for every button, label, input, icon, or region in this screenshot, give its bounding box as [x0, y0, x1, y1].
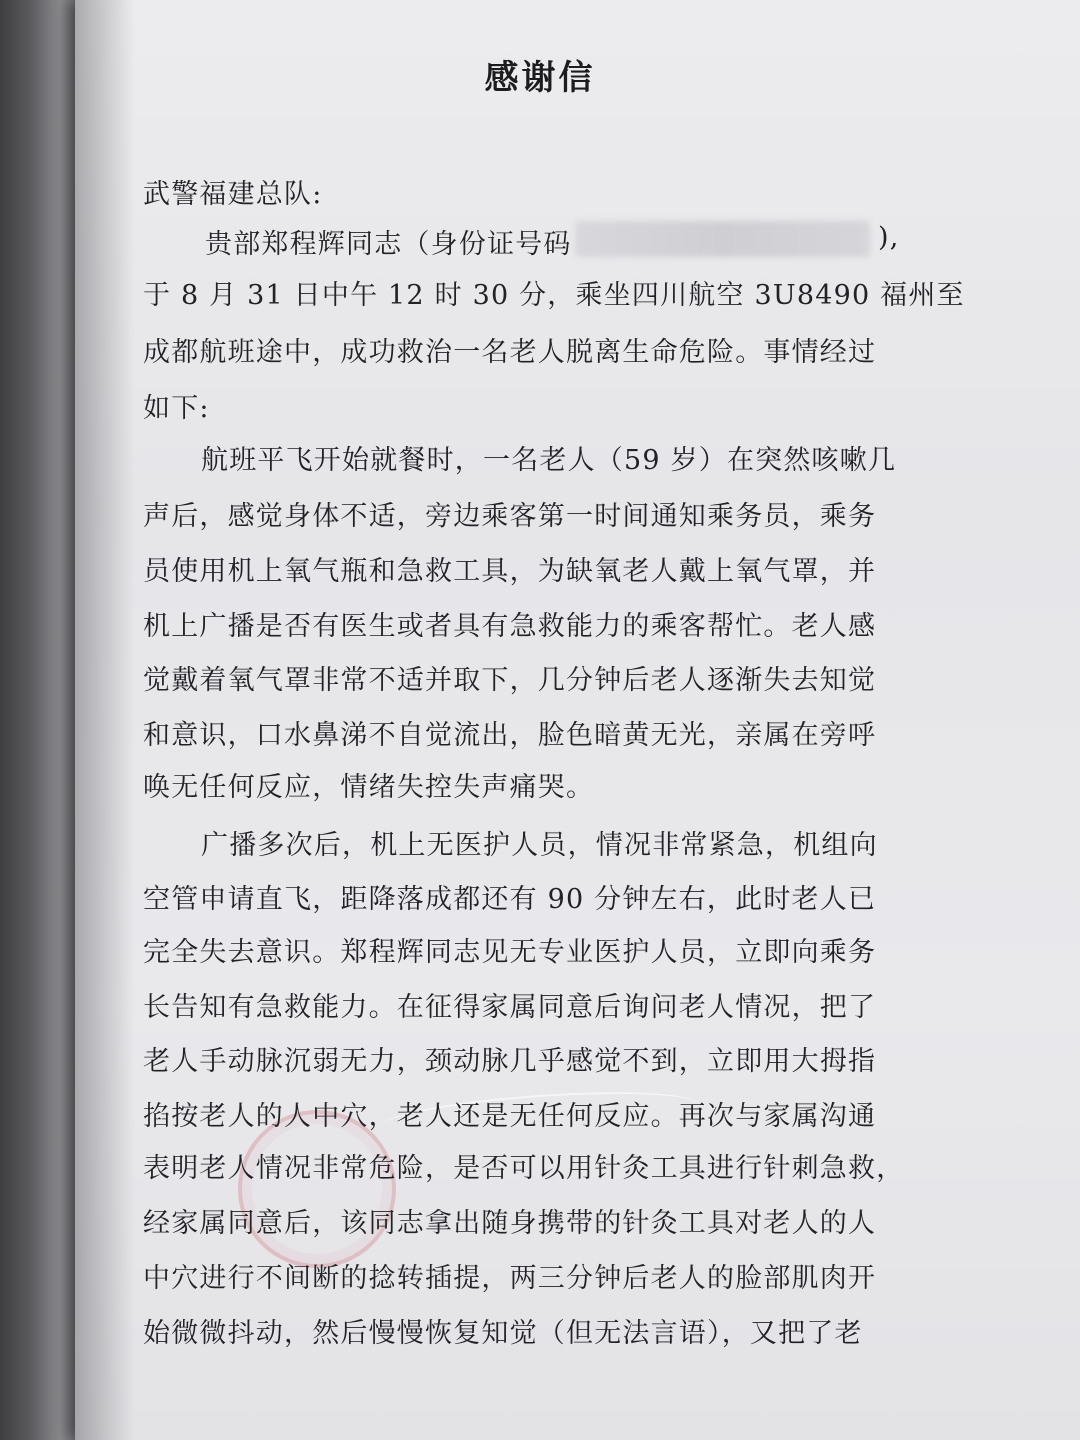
text-line-21: 始微微抖动，然后慢慢恢复知觉（但无法言语），又把了老	[143, 1318, 863, 1349]
text-line-19: 经家属同意后，该同志拿出随身携带的针灸工具对老人的人	[143, 1208, 877, 1239]
text-line-17: 掐按老人的人中穴，老人还是无任何反应。再次与家属沟通	[143, 1101, 877, 1132]
salutation: 武警福建总队:	[143, 179, 323, 210]
text-line-20: 中穴进行不间断的捻转插提，两三分钟后老人的脸部肌肉开	[143, 1263, 877, 1294]
text-line-7: 员使用机上氧气瓶和急救工具，为缺氧老人戴上氧气罩，并	[143, 556, 877, 587]
id-closing-paren: ),	[878, 222, 900, 253]
faded-seal-stamp	[238, 1110, 396, 1268]
text-line-18: 表明老人情况非常危险，是否可以用针灸工具进行针刺急救，	[143, 1153, 905, 1184]
text-line-5: 航班平飞开始就餐时，一名老人（59 岁）在突然咳嗽几	[201, 445, 897, 476]
letter-title: 感谢信	[484, 58, 596, 98]
text-line-14: 完全失去意识。郑程辉同志见无专业医护人员，立即向乘务	[143, 937, 877, 968]
text-line-11: 唤无任何反应，情绪失控失声痛哭。	[143, 772, 595, 803]
text-line-13: 空管申请直飞，距降落成都还有 90 分钟左右，此时老人已	[143, 884, 877, 915]
text-line-16: 老人手动脉沉弱无力，颈动脉几乎感觉不到，立即用大拇指	[143, 1046, 877, 1077]
text-line-15: 长告知有急救能力。在征得家属同意后询问老人情况，把了	[143, 992, 877, 1023]
text-line-1: 贵部郑程辉同志（身份证号码	[205, 229, 572, 260]
text-line-3: 成都航班途中，成功救治一名老人脱离生命危险。事情经过	[143, 337, 877, 368]
text-line-12: 广播多次后，机上无医护人员，情况非常紧急，机组向	[201, 830, 878, 861]
text-line-8: 机上广播是否有医生或者具有急救能力的乘客帮忙。老人感	[143, 611, 877, 642]
text-line-2: 于 8 月 31 日中午 12 时 30 分，乘坐四川航空 3U8490 福州至	[143, 280, 965, 311]
text-line-6: 声后，感觉身体不适，旁边乘客第一时间通知乘务员，乘务	[143, 501, 877, 532]
text-line-9: 觉戴着氧气罩非常不适并取下，几分钟后老人逐渐失去知觉	[143, 665, 877, 696]
text-line-4: 如下:	[143, 393, 210, 424]
text-line-10: 和意识，口水鼻涕不自觉流出，脸色暗黄无光，亲属在旁呼	[143, 720, 877, 751]
redacted-id-number	[575, 221, 870, 257]
